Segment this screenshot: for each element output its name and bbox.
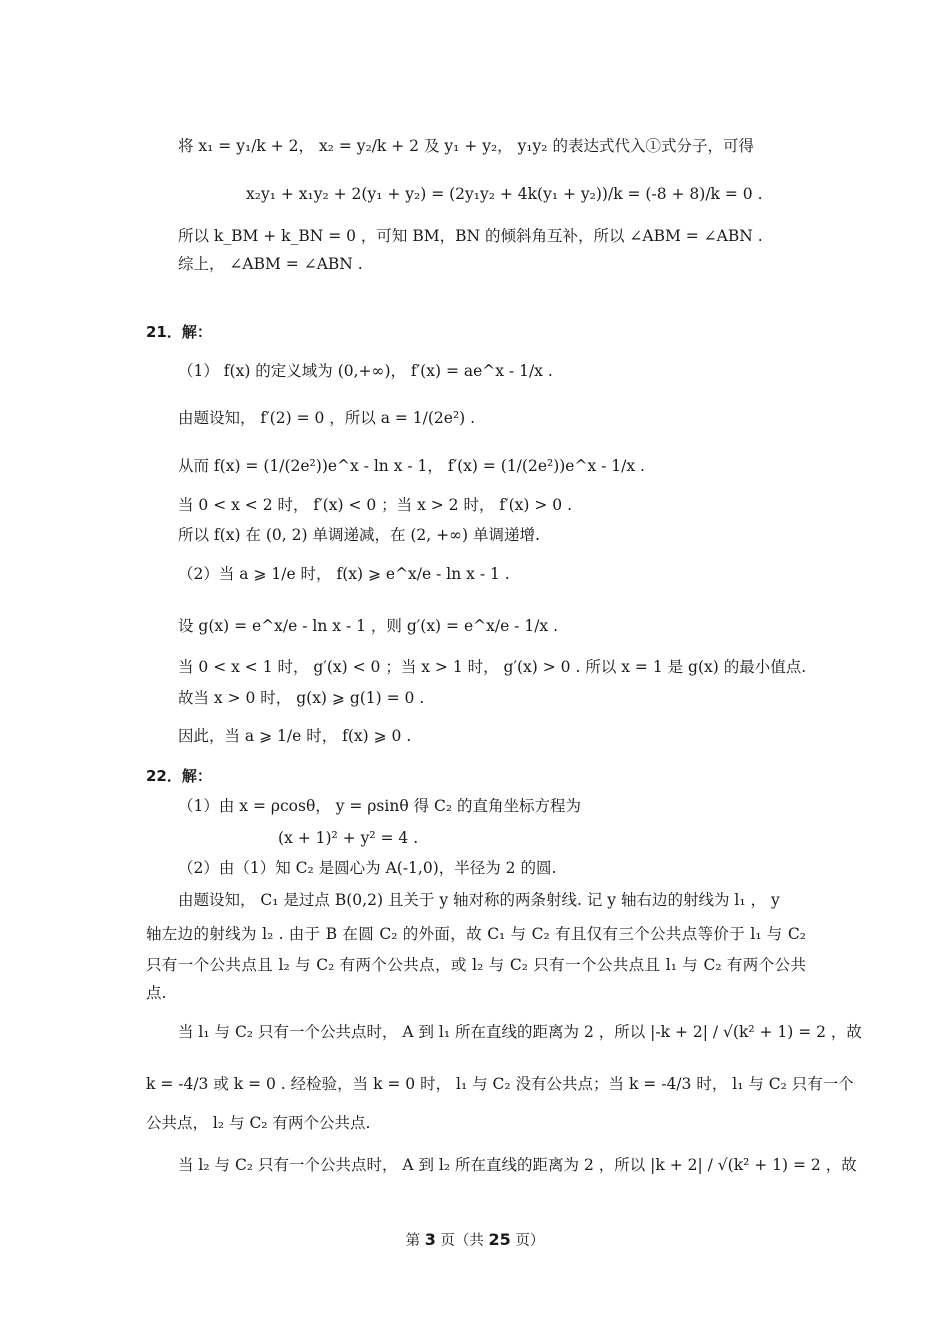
problem-22-line: 点. [146,984,167,1002]
problem-21-line: 由题设知， f′(2) = 0 ，所以 a = 1/(2e²) . [178,409,476,427]
problem-21-line: 故当 x > 0 时， g(x) ⩾ g(1) = 0 . [178,689,425,707]
footer-suffix: 页） [510,1233,545,1249]
problem-21-line: 所以 f(x) 在 (0, 2) 单调递减，在 (2, +∞) 单调递增. [178,526,540,544]
problem-22-line: k = -4/3 或 k = 0 . 经检验，当 k = 0 时， l₁ 与 C₂ 没有公共点；当 k = -4/3 时， l₁ 与 C₂ 只有一个 [146,1075,854,1093]
problem-22-line: （2）由（1）知 C₂ 是圆心为 A(-1,0)，半径为 2 的圆. [178,859,557,877]
problem-22-line: 轴左边的射线为 l₂ . 由于 B 在圆 C₂ 的外面，故 C₁ 与 C₂ 有且仅有三个公共点等价于 l₁ 与 C₂ [146,925,806,943]
problem-21-line: 从而 f(x) = (1/(2e²))e^x - ln x - 1， f′(x) = (1/(2e²))e^x - 1/x . [178,457,645,475]
problem-21-line: 当 0 < x < 2 时， f′(x) < 0 ；当 x > 2 时， f′(x) > 0 . [178,496,573,514]
problem-22-line: 公共点， l₂ 与 C₂ 有两个公共点. [146,1114,371,1132]
formula-numerator: x₂y₁ + x₁y₂ + 2(y₁ + y₂) = (2y₁y₂ + 4k(y₁ + y₂))/k = (-8 + 8)/k = 0 . [246,185,763,203]
footer-page-number: 3 [424,1230,436,1249]
problem-21-line: （1） f(x) 的定义域为 (0,+∞)， f′(x) = ae^x - 1/x . [178,362,553,380]
page-footer [0,1230,950,1251]
problem-22-heading: 22．解： [146,767,212,785]
problem-21-heading: 21．解： [146,323,212,341]
text-line-summary: 综上， ∠ABM = ∠ABN . [178,255,363,273]
problem-22-line: 由题设知， C₁ 是过点 B(0,2) 且关于 y 轴对称的两条射线. 记 y 轴右边的射线为 l₁ ， y [178,891,780,909]
problem-22-line: 只有一个公共点且 l₂ 与 C₂ 有两个公共点，或 l₂ 与 C₂ 只有一个公共点且 l₁ 与 C₂ 有两个公共 [146,956,806,974]
text-line-substitution: 将 x₁ = y₁/k + 2， x₂ = y₂/k + 2 及 y₁ + y₂， y₁y₂ 的表达式代入①式分子，可得 [178,137,754,155]
problem-21-line: 设 g(x) = e^x/e - ln x - 1 ，则 g′(x) = e^x/e - 1/x . [178,617,559,635]
problem-21-line: （2）当 a ⩾ 1/e 时， f(x) ⩾ e^x/e - ln x - 1 . [178,565,510,583]
footer-total-pages: 25 [488,1230,511,1249]
problem-22-equation: (x + 1)² + y² = 4 . [278,829,419,847]
problem-22-line: 当 l₂ 与 C₂ 只有一个公共点时， A 到 l₂ 所在直线的距离为 2 ，所以 |k + 2| / √(k² + 1) = 2 ，故 [178,1156,857,1174]
problem-21-line: 因此，当 a ⩾ 1/e 时， f(x) ⩾ 0 . [178,727,412,745]
footer-prefix: 第 [405,1233,425,1249]
text-line-slopes: 所以 k_BM + k_BN = 0 ，可知 BM，BN 的倾斜角互补，所以 ∠ABM = ∠ABN . [178,227,763,245]
problem-22-line: 当 l₁ 与 C₂ 只有一个公共点时， A 到 l₁ 所在直线的距离为 2 ，所以 |-k + 2| / √(k² + 1) = 2 ，故 [178,1023,862,1041]
problem-21-line: 当 0 < x < 1 时， g′(x) < 0 ；当 x > 1 时， g′(x) > 0 . 所以 x = 1 是 g(x) 的最小值点. [178,658,807,676]
problem-22-line: （1）由 x = ρcosθ， y = ρsinθ 得 C₂ 的直角坐标方程为 [178,797,582,815]
footer-middle: 页（共 [435,1233,489,1249]
